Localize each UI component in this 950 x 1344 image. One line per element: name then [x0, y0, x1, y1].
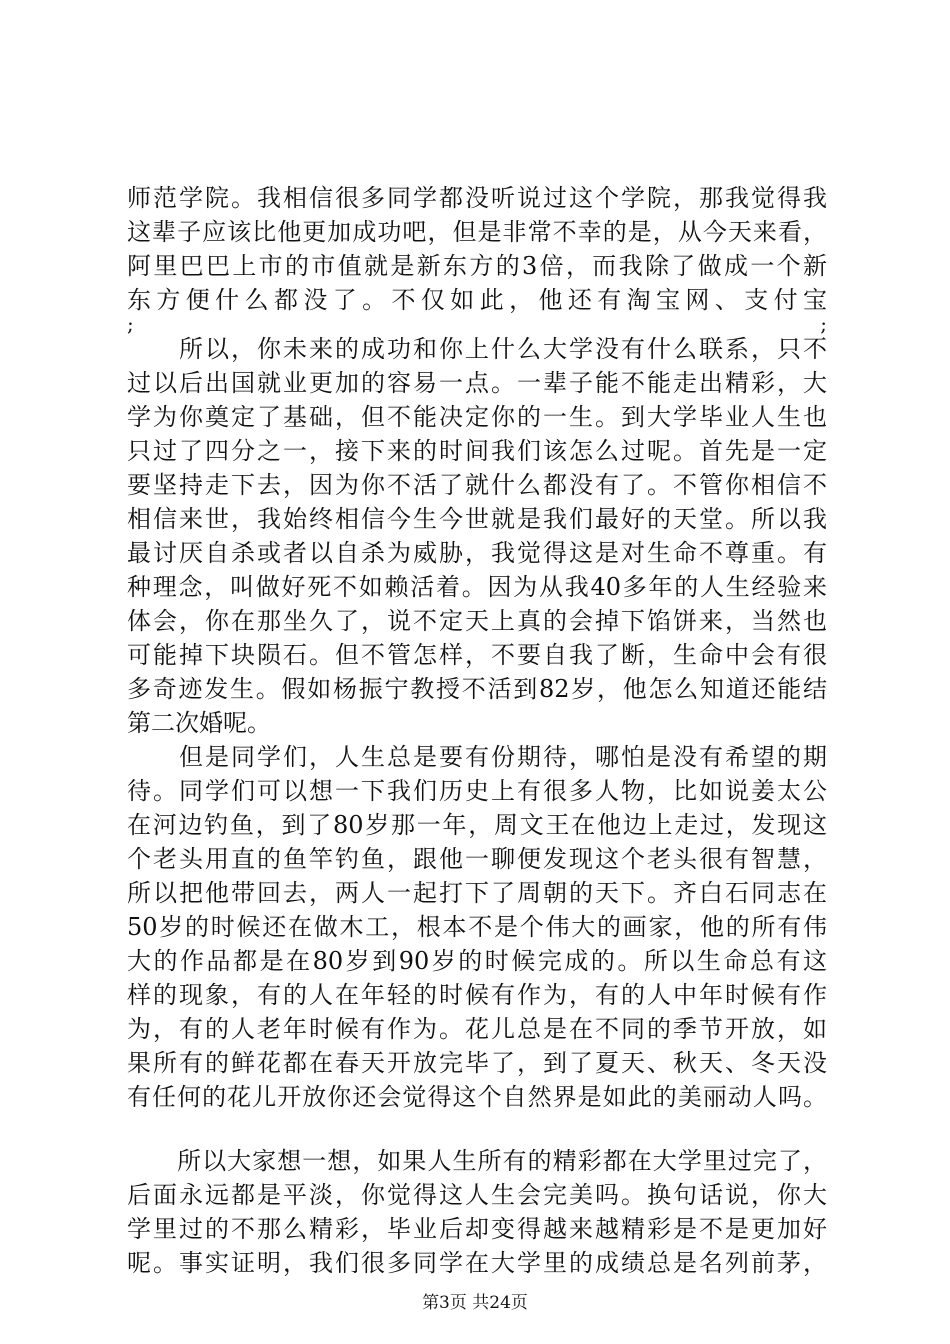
- text-line: 种理念，叫做好死不如赖活着。因为从我40多年的人生经验来: [127, 573, 827, 601]
- text-line: 相信来世，我始终相信今生今世就是我们最好的天堂。所以我: [127, 505, 827, 533]
- text-line: 东方便什么都没了。不仅如此，他还有淘宝网、支付宝: [127, 286, 827, 314]
- text-line: 所以把他带回去，两人一起打下了周朝的天下。齐白石同志在: [127, 879, 827, 907]
- text-line: ; ;: [127, 312, 827, 336]
- text-line: 样的现象，有的人在年轻的时候有作为，有的人中年时候有作: [127, 981, 827, 1009]
- text-line: 50岁的时候还在做木工，根本不是个伟大的画家，他的所有伟: [127, 913, 827, 941]
- text-line: 多奇迹发生。假如杨振宁教授不活到82岁，他怎么知道还能结: [127, 675, 827, 703]
- text-line: 所以，你未来的成功和你上什么大学没有什么联系，只不: [127, 335, 827, 363]
- text-line: 学为你奠定了基础，但不能决定你的一生。到大学毕业人生也: [127, 403, 827, 431]
- text-line: 这辈子应该比他更加成功吧，但是非常不幸的是，从今天来看，: [127, 218, 827, 246]
- text-line: 果所有的鲜花都在春天开放完毕了，到了夏天、秋天、冬天没: [127, 1049, 827, 1077]
- text-line: 为，有的人老年时候有作为。花儿总是在不同的季节开放，如: [127, 1015, 827, 1043]
- text-line: 有任何的花儿开放你还会觉得这个自然界是如此的美丽动人吗。: [127, 1083, 827, 1111]
- text-line: 要坚持走下去，因为你不活了就什么都没有了。不管你相信不: [127, 471, 827, 499]
- text-line: 过以后出国就业更加的容易一点。一辈子能不能走出精彩，大: [127, 369, 827, 397]
- page-footer: 第3页 共24页: [422, 1293, 528, 1313]
- text-line: 可能掉下块陨石。但不管怎样，不要自我了断，生命中会有很: [127, 641, 827, 669]
- text-line: 师范学院。我相信很多同学都没听说过这个学院，那我觉得我: [127, 184, 827, 212]
- text-line: 学里过的不那么精彩，毕业后却变得越来越精彩是不是更加好: [127, 1215, 827, 1243]
- text-line: 个老头用直的鱼竿钓鱼，跟他一聊便发现这个老头很有智慧，: [127, 845, 827, 873]
- text-line: 待。同学们可以想一下我们历史上有很多人物，比如说姜太公: [127, 777, 827, 805]
- text-line: 后面永远都是平淡，你觉得这人生会完美吗。换句话说，你大: [127, 1181, 827, 1209]
- text-line: 最讨厌自杀或者以自杀为威胁，我觉得这是对生命不尊重。有: [127, 539, 827, 567]
- text-line: 体会，你在那坐久了，说不定天上真的会掉下馅饼来，当然也: [127, 607, 827, 635]
- text-line: 第二次婚呢。: [127, 709, 271, 737]
- text-line: 大的作品都是在80岁到90岁的时候完成的。所以生命总有这: [127, 947, 827, 975]
- text-line: 阿里巴巴上市的市值就是新东方的3倍，而我除了做成一个新: [127, 252, 827, 280]
- text-line: 只过了四分之一，接下来的时间我们该怎么过呢。首先是一定: [127, 437, 827, 465]
- text-line: 但是同学们，人生总是要有份期待，哪怕是没有希望的期: [127, 743, 827, 771]
- text-line: 在河边钓鱼，到了80岁那一年，周文王在他边上走过，发现这: [127, 811, 827, 839]
- text-line: 呢。事实证明，我们很多同学在大学里的成绩总是名列前茅，: [127, 1249, 827, 1277]
- text-line: 所以大家想一想，如果人生所有的精彩都在大学里过完了，: [127, 1147, 827, 1175]
